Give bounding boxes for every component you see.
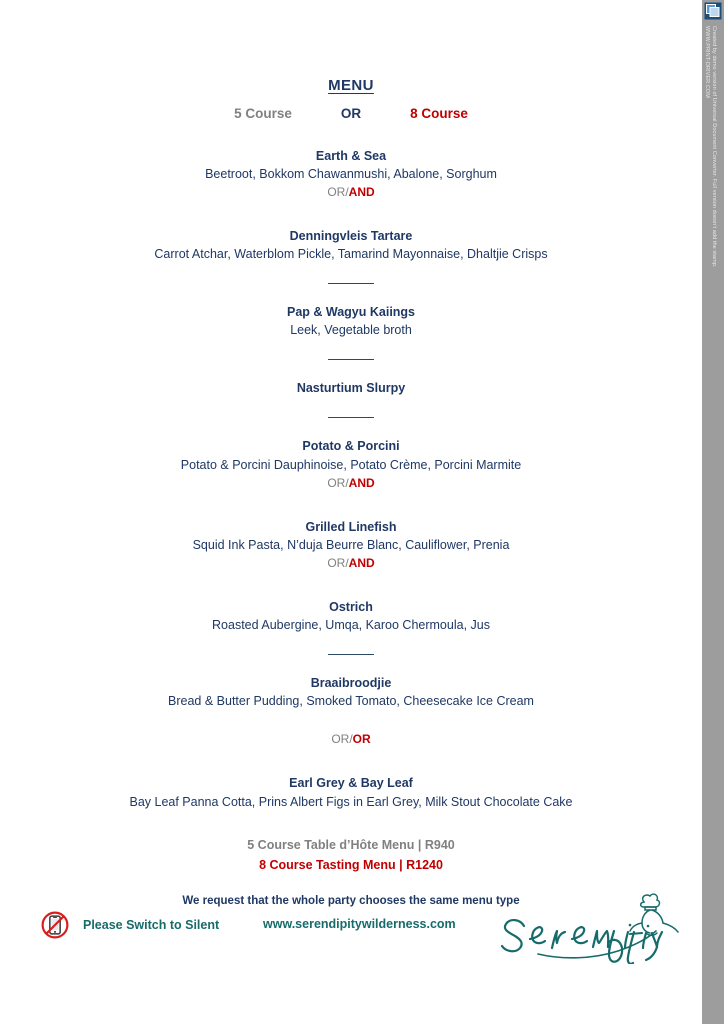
course-item [40, 227, 662, 263]
course-name: Earth & Sea [315, 148, 387, 163]
course-item [40, 598, 662, 634]
separator-rule [328, 359, 374, 360]
separator-rule [328, 283, 374, 284]
course-separator [40, 634, 662, 674]
course-name: Pap & Wagyu Kaiings [286, 305, 416, 319]
course-name: Potato & Porcini [302, 439, 400, 454]
spacer [40, 201, 662, 227]
course-description: Potato & Porcini Dauphinoise, Potato Crème, Porcini Marmite [180, 457, 522, 472]
spacer [40, 748, 662, 774]
course-item [40, 437, 662, 491]
course-item [40, 303, 662, 339]
serendipity-logo [494, 892, 684, 964]
spacer [40, 710, 662, 730]
conjunction-right: AND [348, 184, 375, 199]
watermark-line-1: Created by demo version of Universal Document Converter. Full version doesn’t add the stamp. [711, 26, 717, 268]
course-description: Squid Ink Pasta, N’duja Beurre Blanc, Cauliflower, Prenia [192, 537, 510, 552]
conjunction-right: OR [352, 732, 371, 747]
spacer [40, 572, 662, 598]
watermark-line-2: WWW.PRINT-DRIVER.COM [704, 26, 710, 98]
course-conjunction [40, 183, 662, 201]
course-description: Bread & Butter Pudding, Smoked Tomato, Cheesecake Ice Cream [168, 694, 534, 709]
course-item [40, 147, 662, 201]
course-item [40, 518, 662, 572]
course-name: Nasturtium Slurpy [296, 381, 406, 396]
course-conjunction [40, 554, 662, 572]
course-description: Beetroot, Bokkom Chawanmushi, Abalone, Sorghum [205, 166, 497, 181]
course-conjunction [40, 730, 662, 748]
separator-rule [328, 417, 374, 418]
conjunction-left: OR [327, 555, 346, 570]
document-converter-icon [704, 2, 722, 20]
menu-type-row [40, 106, 662, 121]
conjunction-right: AND [348, 475, 375, 490]
silent-notice [40, 910, 219, 940]
conjunction-right: AND [348, 555, 375, 570]
separator-rule [328, 654, 374, 655]
option-5-course: 5 Course [234, 105, 292, 121]
conjunction-left: OR [327, 475, 346, 490]
course-conjunction [40, 474, 662, 492]
course-name: Braaibroodjie [310, 676, 392, 691]
silent-label: Please Switch to Silent [83, 918, 220, 932]
course-name: Grilled Linefish [305, 519, 397, 534]
website-url[interactable]: www.serendipitywilderness.com [263, 917, 456, 931]
party-note: We request that the whole party chooses the same menu type [182, 894, 520, 907]
price-8-course: 8 Course Tasting Menu | R1240 [259, 857, 443, 872]
course-description: Bay Leaf Panna Cotta, Prins Albert Figs in Earl Grey, Milk Stout Chocolate Cake [129, 794, 573, 809]
spacer [40, 492, 662, 518]
course-description: Carrot Atchar, Waterblom Pickle, Tamarind Mayonnaise, Dhaltjie Crisps [154, 246, 548, 261]
conjunction-left: OR [331, 732, 350, 747]
option-8-course: 8 Course [410, 105, 468, 121]
conjunction-left: OR [327, 184, 346, 199]
conjunction-slash: / [345, 555, 349, 570]
course-item [40, 379, 662, 397]
course-separator [40, 339, 662, 379]
course-name: Ostrich [329, 599, 373, 614]
logo-artwork [494, 892, 684, 964]
course-name: Earl Grey & Bay Leaf [289, 776, 413, 791]
footer-bar [0, 902, 702, 962]
course-name: Denningvleis Tartare [289, 228, 413, 243]
price-5-course: 5 Course Table d’Hôte Menu | R940 [247, 837, 455, 852]
no-phone-icon [40, 910, 70, 940]
watermark-text [702, 24, 724, 624]
course-item [40, 774, 662, 810]
course-description: Roasted Aubergine, Umqa, Karoo Chermoula, Jus [212, 618, 490, 632]
option-conjunction: OR [340, 105, 362, 121]
conjunction-slash: / [349, 732, 353, 747]
watermark-sidebar [702, 0, 724, 1024]
course-separator [40, 263, 662, 303]
conjunction-slash: / [345, 184, 349, 199]
course-item [40, 674, 662, 710]
course-description: Leek, Vegetable broth [290, 323, 412, 338]
course-separator [40, 397, 662, 437]
conjunction-slash: / [345, 475, 349, 490]
page-title: MENU [328, 77, 374, 94]
